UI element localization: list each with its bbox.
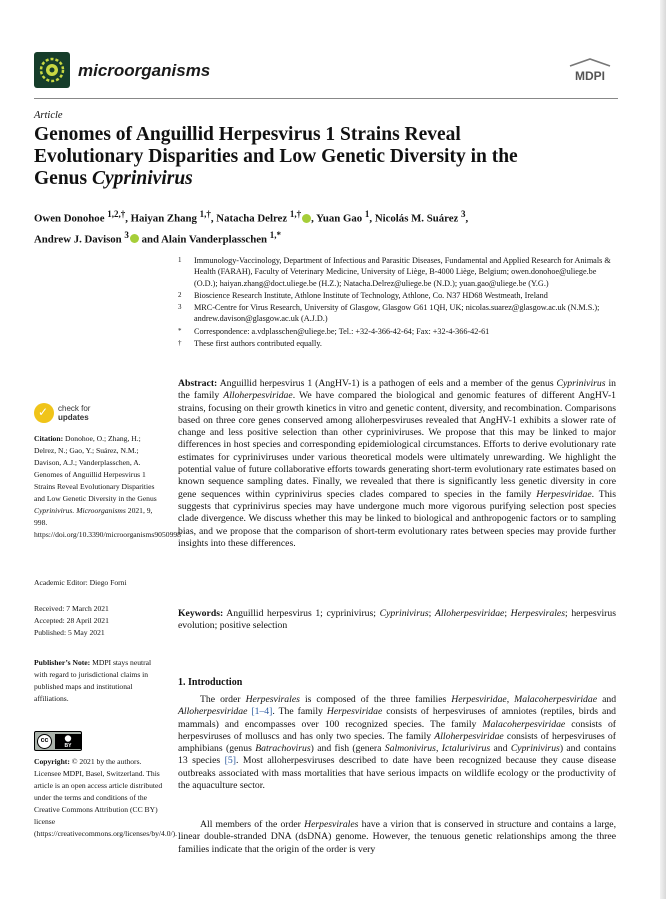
title-line-2: Evolutionary Disparities and Low Genetic Diversity in the xyxy=(34,146,518,167)
article-type: Article xyxy=(34,110,63,121)
affiliation-item: 2 Bioscience Research Institute, Athlone Institute of Technology, Athlone, Co. N37 HD68 Westmeath, Ireland xyxy=(178,290,548,300)
author-name[interactable]: Nicolás M. Suárez xyxy=(374,212,459,225)
orcid-icon[interactable] xyxy=(302,214,311,223)
correspondence: * Correspondence: a.vdplasschen@uliege.be; Tel.: +32-4-366-42-64; Fax: +32-4-366-42-61 xyxy=(178,326,490,336)
orcid-icon[interactable] xyxy=(130,234,139,243)
page-edge-shadow xyxy=(660,0,666,899)
author-name[interactable]: and Alain Vanderplasschen xyxy=(141,233,268,246)
author-name[interactable]: Yuan Gao xyxy=(316,212,363,225)
mdpi-logo-icon xyxy=(568,58,612,86)
journal-name: microorganisms xyxy=(78,61,211,80)
check-for-updates-button[interactable]: ✓ check for updates xyxy=(34,402,104,428)
author-list: Owen Donohoe $^{1,2,\dagger}$, Haiyan Zhang $^{1,\dagger}$, Natacha Delrez $^{1,\dagger}$ , Yuan Gao $^1$, Nicolás M. Suárez $^3$, Andrew J. Davison $^3$ and Alain Vanderplasschen $^{1,*}$ xyxy=(34,209,469,246)
keywords: Keywords: Anguillid herpesvirus 1; cyprinivirus; Cyprinivirus; Alloherpesviridae; Herpesvirales; herpesvirus evolution; positive selection xyxy=(178,608,616,632)
article-title xyxy=(34,124,614,190)
intro-paragraph-1: The order Herpesvirales is composed of the three families Herpesviridae, Malacoherpesviridae and Alloherpesviridae [1–4]. The family Herpesviridae consists of herpesviruses of amniotes (reptiles, birds and mammals) and encompasses over 100 recognized species. The family Malacoherpesviridae consists of herpesviruses of molluscs and has only two species. The family Alloherpesviridae consists of herpesviruses of amphibians (genus Batrachovirus) and fish (genera Salmonivirus, Ictalurivirus and Cyprinivirus) and contains 13 species [5]. Most alloherpesviruses described to date have been recognized because they cause disease outbreaks associated with mass mortalities that have serious impacts on wildlife ecology or the productivity of the aquaculture sector. xyxy=(178,694,617,792)
journal-logo-icon xyxy=(34,52,70,88)
title-line-1: Genomes of Anguillid Herpesvirus 1 Strains Reveal xyxy=(34,124,461,145)
publisher-note: Publisher’s Note: MDPI stays neutral with regard to jurisdictional claims in published maps and institutional affiliations. xyxy=(34,658,152,703)
author-name[interactable]: Haiyan Zhang xyxy=(130,212,197,225)
section-heading-introduction: 1. Introduction xyxy=(178,677,243,688)
cc-by-license-badge[interactable]: cc BY xyxy=(34,731,82,751)
person-icon xyxy=(62,735,74,742)
cc-icon: cc xyxy=(37,734,52,749)
header-divider xyxy=(34,98,618,99)
abstract: Abstract: Anguillid herpesvirus 1 (AngHV-1) is a pathogen of eels and a member of the genus Cyprinivirus in the family Alloherpesviridae. We have compared the biological and genomic features of different AngHV-1 strains, focusing on their growth kinetics in vitro and genetic content, diversity, and recombination. Comparisons based on three core genes conserved among alloherpesviruses revealed that AngHV-1 exhibits a slower rate of change and less positive selection than other cypriniviruses. We propose that this may be linked to major differences in host species and corresponding epidemiological circumstances. Efforts to derive evolutionary rate estimates for cypriniviruses under various theoretical models were ultimately unrewarding. We highlight the potential value of future collaborative efforts towards generating short-term evolutionary rate estimates based on known sequence sampling dates. Finally, we revealed that there is significantly less genetic diversity in core gene sequences within cyprinivirus species clades compared to species in the family Herpesviridae. This suggests that cyprinivirus species may have undergone much more vigorous purifying selection post species clade divergence. We discuss whether this may be linked to biological and anthropogenic factors or to sampling bias, and we propose that the comparison of short-term evolutionary rates between species may provide further insights into these differences. xyxy=(178,378,617,549)
author-name[interactable]: Owen Donohoe xyxy=(34,212,105,225)
author-name[interactable]: Natacha Delrez xyxy=(216,212,288,225)
citation-link[interactable]: [1–4] xyxy=(251,706,273,718)
affiliation-item: 3 MRC-Centre for Virus Research, University of Glasgow, Glasgow G61 1QH, UK; nicolas.suarez@glasgow.ac.uk (N.M.S.); andrew.davison@glasgow.ac.uk (A.J.D.) xyxy=(178,303,600,324)
intro-paragraph-2: All members of the order Herpesvirales have a virion that is conserved in structure and contains a large, linear double-stranded DNA (dsDNA) genome. However, the tenuous genetic relationships among the three families indicate that the origin of the order is very xyxy=(178,819,617,855)
affiliation-item: 1 Immunology-Vaccinology, Department of Infectious and Parasitic Diseases, Fundamental and Applied Research for Animals & Health (FARAH), Faculty of Veterinary Medicine, University of Liège, B-4000 Liège, Belgium; owen.donohoe@uliege.be (O.D.); haiyan.zhang@doct.uliege.be (H.Z.); Natacha.Delrez@uliege.be (N.D.); yuan.gao@uliege.be (Y.G.) xyxy=(178,256,611,288)
publication-dates: Received: 7 March 2021 Accepted: 28 April 2021 Published: 5 May 2021 xyxy=(34,604,109,637)
check-icon: ✓ xyxy=(34,403,54,423)
academic-editor: Academic Editor: Diego Forni xyxy=(34,578,127,587)
svg-text:MDPI: MDPI xyxy=(575,69,605,83)
author-name[interactable]: Andrew J. Davison xyxy=(34,233,122,246)
copyright-notice: Copyright: © 2021 by the authors. Licensee MDPI, Basel, Switzerland. This article is an open access article distributed under the terms and conditions of the Creative Commons Attribution (CC BY) license (https://creativecommons.org/licenses/by/4.0/). xyxy=(34,757,178,838)
equal-contribution-note: † These first authors contributed equally. xyxy=(178,339,322,349)
citation-block: Citation: Donohoe, O.; Zhang, H.; Delrez, N.; Gao, Y.; Suárez, N.M.; Davison, A.J.; Vanderplasschen, A. Genomes of Anguillid Herpesvirus 1 Strains Reveal Evolutionary Disparities and Low Genetic Diversity in the Genus Cyprinivirus. Microorganisms 2021, 9, 998. https://doi.org/10.3390/microorganisms9050998 xyxy=(34,434,181,539)
affiliations xyxy=(178,255,618,350)
title-line-3: Genus Cyprinivirus xyxy=(34,168,193,189)
citation-link[interactable]: [5] xyxy=(224,755,236,767)
